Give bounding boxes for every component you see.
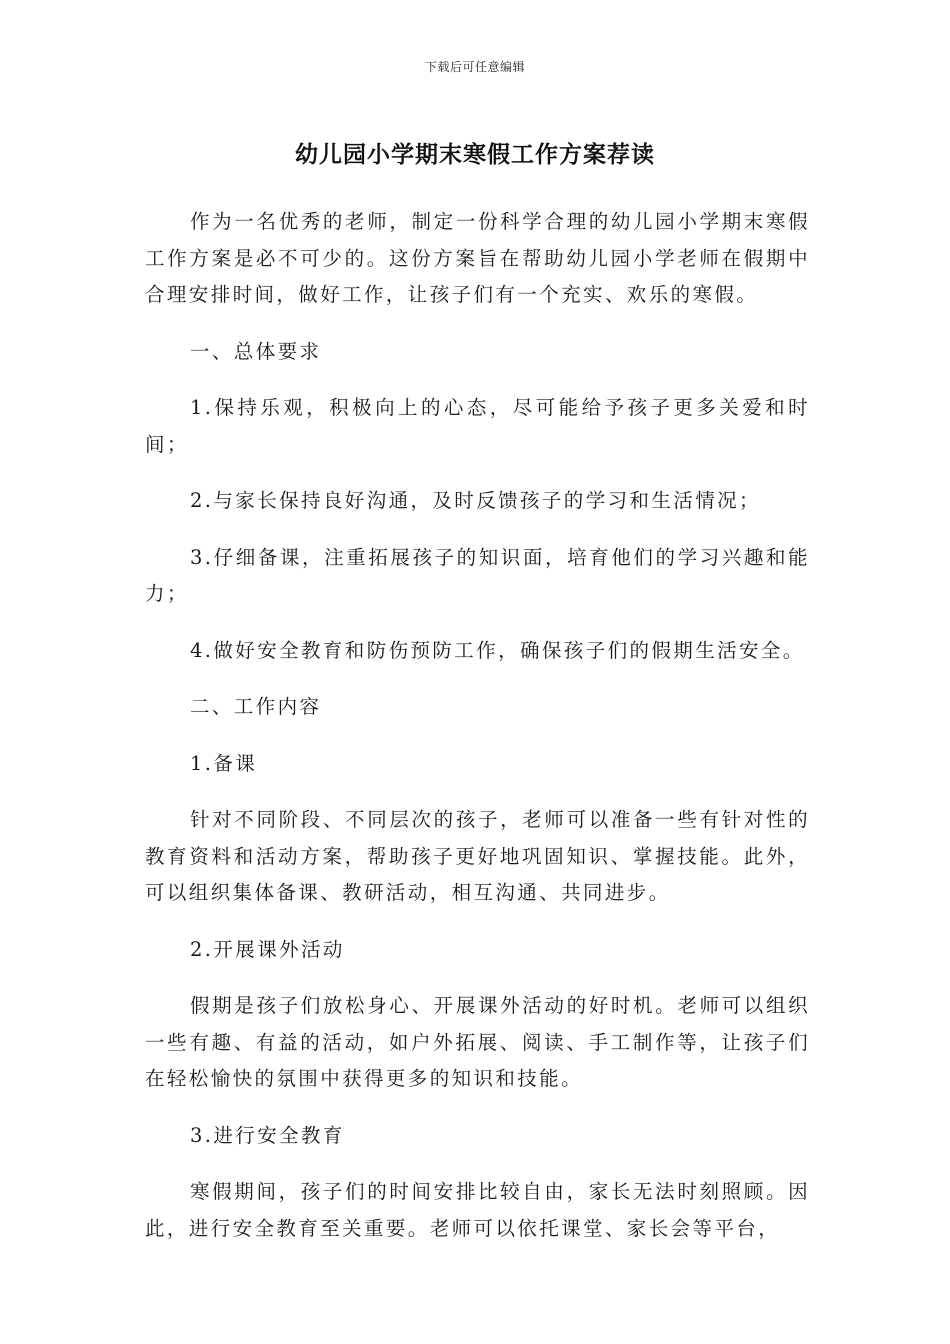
requirement-item-1: 1.保持乐观，积极向上的心态，尽可能给予孩子更多关爱和时间；	[145, 396, 810, 456]
subsection-heading-lesson-prep: 1.备课	[190, 751, 258, 775]
extracurricular-paragraph: 假期是孩子们放松身心、开展课外活动的好时机。老师可以组织一些有趣、有益的活动，如户外拓展、阅读、手工制作等，让孩子们在轻松愉快的氛围中获得更多的知识和技能。	[145, 994, 810, 1090]
header-note: 下载后可任意编辑	[424, 60, 525, 74]
lesson-prep-paragraph: 针对不同阶段、不同层次的孩子，老师可以准备一些有针对性的教育资料和活动方案，帮助孩子更好地巩固知识、掌握技能。此外，可以组织集体备课、教研活动，相互沟通、共同进步。	[145, 808, 810, 904]
section-heading-work-content: 二、工作内容	[190, 695, 322, 718]
requirement-item-2: 2.与家长保持良好沟通，及时反馈孩子的学习和生活情况；	[190, 489, 761, 512]
intro-paragraph: 作为一名优秀的老师，制定一份科学合理的幼儿园小学期末寒假工作方案是必不可少的。这份方案旨在帮助幼儿园小学老师在假期中合理安排时间，做好工作，让孩子们有一个充实、欢乐的寒假。	[145, 210, 810, 306]
subsection-heading-extracurricular: 2.开展课外活动	[190, 937, 345, 961]
safety-education-paragraph: 寒假期间，孩子们的时间安排比较自由，家长无法时刻照顾。因此，进行安全教育至关重要。老师可以依托课堂、家长会等平台，	[145, 1180, 810, 1240]
document-title: 幼儿园小学期末寒假工作方案荐读	[295, 142, 655, 168]
subsection-heading-safety-education: 3.进行安全教育	[190, 1123, 345, 1147]
section-heading-general-requirements: 一、总体要求	[190, 339, 322, 363]
document-body	[145, 204, 810, 1267]
requirement-item-4: 4.做好安全教育和防伤预防工作，确保孩子们的假期生活安全。	[190, 638, 805, 662]
requirement-item-3: 3.仔细备课，注重拓展孩子的知识面，培育他们的学习兴趣和能力；	[145, 545, 810, 605]
